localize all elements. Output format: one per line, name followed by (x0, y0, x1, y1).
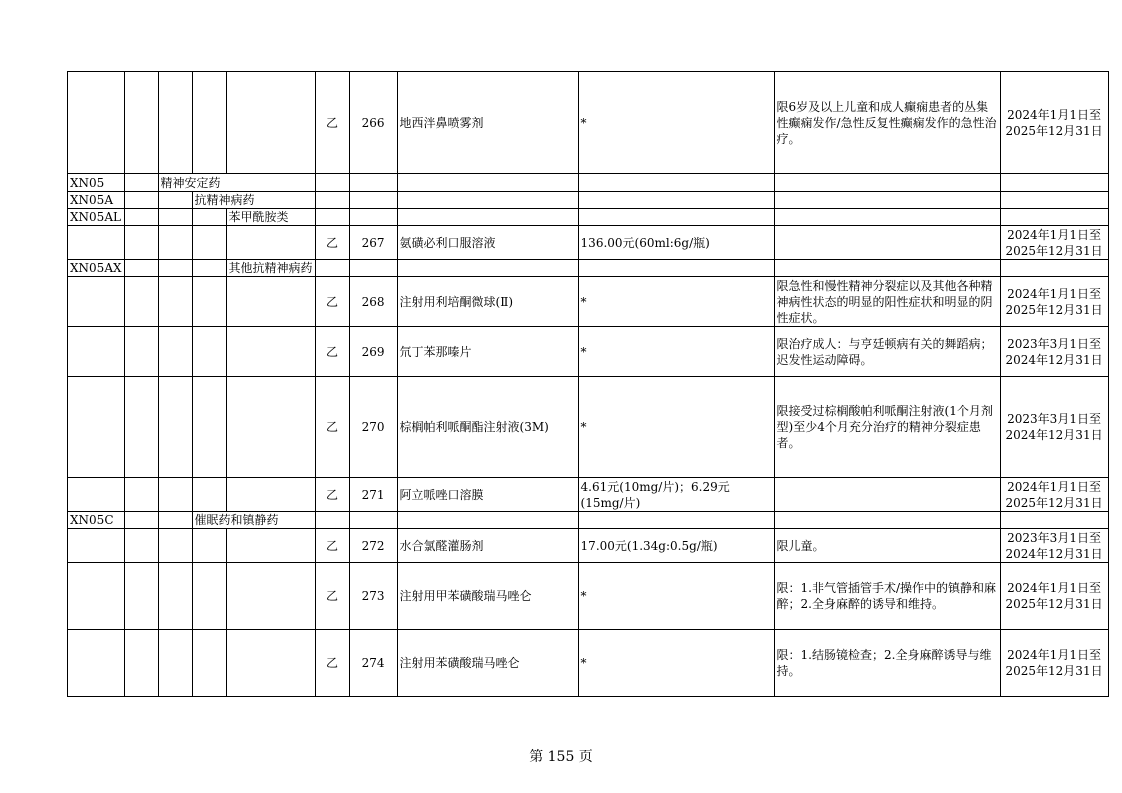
empty-cell (158, 277, 192, 327)
category-row (68, 192, 1109, 209)
period-cell (1000, 260, 1108, 277)
empty-cell (124, 72, 158, 174)
drug-period: 2023年3月1日至2024年12月31日 (1000, 529, 1108, 563)
class-cell (315, 192, 349, 209)
drug-list-table (67, 71, 1109, 697)
drug-restriction: 限：1.非气管插管手术/操作中的镇静和麻醉；2.全身麻醉的诱导和维持。 (774, 563, 1000, 630)
drug-row (68, 563, 1109, 630)
number-cell (349, 512, 397, 529)
drug-period: 2024年1月1日至2025年12月31日 (1000, 277, 1108, 327)
drug-restriction: 限：1.结肠镜检查；2.全身麻醉诱导与维持。 (774, 630, 1000, 697)
restriction-cell (774, 192, 1000, 209)
drug-number: 267 (349, 226, 397, 260)
empty-cell (68, 630, 125, 697)
empty-cell (124, 377, 158, 478)
number-cell (349, 192, 397, 209)
category-code: XN05 (68, 174, 125, 192)
drug-class: 乙 (315, 478, 349, 512)
empty-cell (124, 277, 158, 327)
empty-cell (192, 478, 226, 512)
restriction-cell (774, 512, 1000, 529)
period-cell (1000, 174, 1108, 192)
drug-class: 乙 (315, 529, 349, 563)
restriction-cell (774, 174, 1000, 192)
empty-cell (124, 209, 158, 226)
category-row (68, 174, 1109, 192)
number-cell (349, 260, 397, 277)
empty-cell (192, 277, 226, 327)
empty-cell (158, 192, 192, 209)
empty-cell (158, 529, 192, 563)
category-label: 苯甲酰胺类 (226, 209, 315, 226)
drug-class: 乙 (315, 377, 349, 478)
number-cell (349, 174, 397, 192)
empty-cell (226, 563, 315, 630)
empty-cell (124, 327, 158, 377)
restriction-cell (774, 260, 1000, 277)
drug-number: 271 (349, 478, 397, 512)
empty-cell (124, 192, 158, 209)
drug-class: 乙 (315, 563, 349, 630)
drug-period: 2024年1月1日至2025年12月31日 (1000, 563, 1108, 630)
price-cell (578, 260, 774, 277)
drug-number: 269 (349, 327, 397, 377)
drug-restriction: 限治疗成人：与亨廷顿病有关的舞蹈病；迟发性运动障碍。 (774, 327, 1000, 377)
page-number: 第 155 页 (529, 749, 593, 765)
empty-cell (124, 174, 158, 192)
name-cell (397, 209, 578, 226)
empty-cell (158, 260, 192, 277)
drug-period: 2024年1月1日至2025年12月31日 (1000, 630, 1108, 697)
drug-restriction (774, 478, 1000, 512)
drug-name: 棕榈帕利哌酮酯注射液(3M) (397, 377, 578, 478)
drug-price: * (578, 327, 774, 377)
drug-name: 地西泮鼻喷雾剂 (397, 72, 578, 174)
category-code: XN05C (68, 512, 125, 529)
drug-name: 注射用苯磺酸瑞马唑仑 (397, 630, 578, 697)
name-cell (397, 174, 578, 192)
period-cell (1000, 209, 1108, 226)
empty-cell (226, 529, 315, 563)
name-cell (397, 192, 578, 209)
empty-cell (158, 226, 192, 260)
drug-period: 2024年1月1日至2025年12月31日 (1000, 72, 1108, 174)
empty-cell (192, 209, 226, 226)
drug-restriction: 限6岁及以上儿童和成人癫痫患者的丛集性癫痫发作/急性反复性癫痫发作的急性治疗。 (774, 72, 1000, 174)
empty-cell (192, 260, 226, 277)
price-cell (578, 512, 774, 529)
drug-row (68, 630, 1109, 697)
empty-cell (68, 226, 125, 260)
drug-class: 乙 (315, 630, 349, 697)
empty-cell (158, 209, 192, 226)
drug-price: * (578, 563, 774, 630)
empty-cell (192, 72, 226, 174)
drug-price: 4.61元(10mg/片)；6.29元(15mg/片) (578, 478, 774, 512)
drug-class: 乙 (315, 277, 349, 327)
empty-cell (68, 72, 125, 174)
empty-cell (124, 260, 158, 277)
empty-cell (226, 226, 315, 260)
empty-cell (158, 512, 192, 529)
drug-row (68, 72, 1109, 174)
drug-number: 273 (349, 563, 397, 630)
empty-cell (124, 478, 158, 512)
drug-price: * (578, 630, 774, 697)
name-cell (397, 260, 578, 277)
empty-cell (192, 563, 226, 630)
drug-number: 268 (349, 277, 397, 327)
drug-price: 17.00元(1.34g:0.5g/瓶) (578, 529, 774, 563)
empty-cell (158, 327, 192, 377)
drug-period: 2024年1月1日至2025年12月31日 (1000, 478, 1108, 512)
period-cell (1000, 512, 1108, 529)
drug-restriction: 限儿童。 (774, 529, 1000, 563)
empty-cell (68, 327, 125, 377)
empty-cell (226, 327, 315, 377)
class-cell (315, 174, 349, 192)
empty-cell (158, 563, 192, 630)
empty-cell (158, 377, 192, 478)
name-cell (397, 512, 578, 529)
drug-row (68, 377, 1109, 478)
price-cell (578, 192, 774, 209)
empty-cell (158, 630, 192, 697)
drug-price: * (578, 72, 774, 174)
empty-cell (158, 72, 192, 174)
drug-number: 274 (349, 630, 397, 697)
drug-row (68, 327, 1109, 377)
empty-cell (68, 377, 125, 478)
drug-name: 阿立哌唑口溶膜 (397, 478, 578, 512)
empty-cell (124, 529, 158, 563)
class-cell (315, 512, 349, 529)
empty-cell (124, 226, 158, 260)
empty-cell (226, 72, 315, 174)
drug-row (68, 478, 1109, 512)
drug-row (68, 277, 1109, 327)
empty-cell (158, 478, 192, 512)
category-row (68, 209, 1109, 226)
drug-period: 2024年1月1日至2025年12月31日 (1000, 226, 1108, 260)
category-code: XN05A (68, 192, 125, 209)
category-code: XN05AL (68, 209, 125, 226)
category-label: 抗精神病药 (192, 192, 315, 209)
drug-period: 2023年3月1日至2024年12月31日 (1000, 377, 1108, 478)
drug-class: 乙 (315, 327, 349, 377)
drug-price: * (578, 377, 774, 478)
drug-number: 266 (349, 72, 397, 174)
category-label: 其他抗精神病药 (226, 260, 315, 277)
drug-price: * (578, 277, 774, 327)
restriction-cell (774, 209, 1000, 226)
class-cell (315, 209, 349, 226)
price-cell (578, 174, 774, 192)
empty-cell (124, 512, 158, 529)
category-code: XN05AX (68, 260, 125, 277)
empty-cell (226, 478, 315, 512)
empty-cell (68, 563, 125, 630)
drug-row (68, 529, 1109, 563)
empty-cell (68, 478, 125, 512)
drug-name: 氨磺必利口服溶液 (397, 226, 578, 260)
drug-restriction: 限接受过棕榈酸帕利哌酮注射液(1个月剂型)至少4个月充分治疗的精神分裂症患者。 (774, 377, 1000, 478)
drug-row (68, 226, 1109, 260)
empty-cell (124, 630, 158, 697)
empty-cell (226, 630, 315, 697)
price-cell (578, 209, 774, 226)
empty-cell (68, 529, 125, 563)
number-cell (349, 209, 397, 226)
category-label: 催眠药和镇静药 (192, 512, 315, 529)
class-cell (315, 260, 349, 277)
drug-name: 注射用甲苯磺酸瑞马唑仑 (397, 563, 578, 630)
empty-cell (226, 377, 315, 478)
drug-restriction (774, 226, 1000, 260)
empty-cell (124, 563, 158, 630)
empty-cell (226, 277, 315, 327)
empty-cell (192, 630, 226, 697)
category-label: 精神安定药 (158, 174, 315, 192)
drug-number: 272 (349, 529, 397, 563)
drug-name: 注射用利培酮微球(Ⅱ) (397, 277, 578, 327)
category-row (68, 260, 1109, 277)
drug-period: 2023年3月1日至2024年12月31日 (1000, 327, 1108, 377)
empty-cell (68, 277, 125, 327)
drug-class: 乙 (315, 72, 349, 174)
empty-cell (192, 529, 226, 563)
empty-cell (192, 226, 226, 260)
period-cell (1000, 192, 1108, 209)
category-row (68, 512, 1109, 529)
drug-number: 270 (349, 377, 397, 478)
drug-price: 136.00元(60ml:6g/瓶) (578, 226, 774, 260)
drug-name: 氘丁苯那嗪片 (397, 327, 578, 377)
drug-class: 乙 (315, 226, 349, 260)
drug-name: 水合氯醛灌肠剂 (397, 529, 578, 563)
drug-restriction: 限急性和慢性精神分裂症以及其他各种精神病性状态的明显的阳性症状和明显的阴性症状。 (774, 277, 1000, 327)
empty-cell (192, 327, 226, 377)
empty-cell (192, 377, 226, 478)
